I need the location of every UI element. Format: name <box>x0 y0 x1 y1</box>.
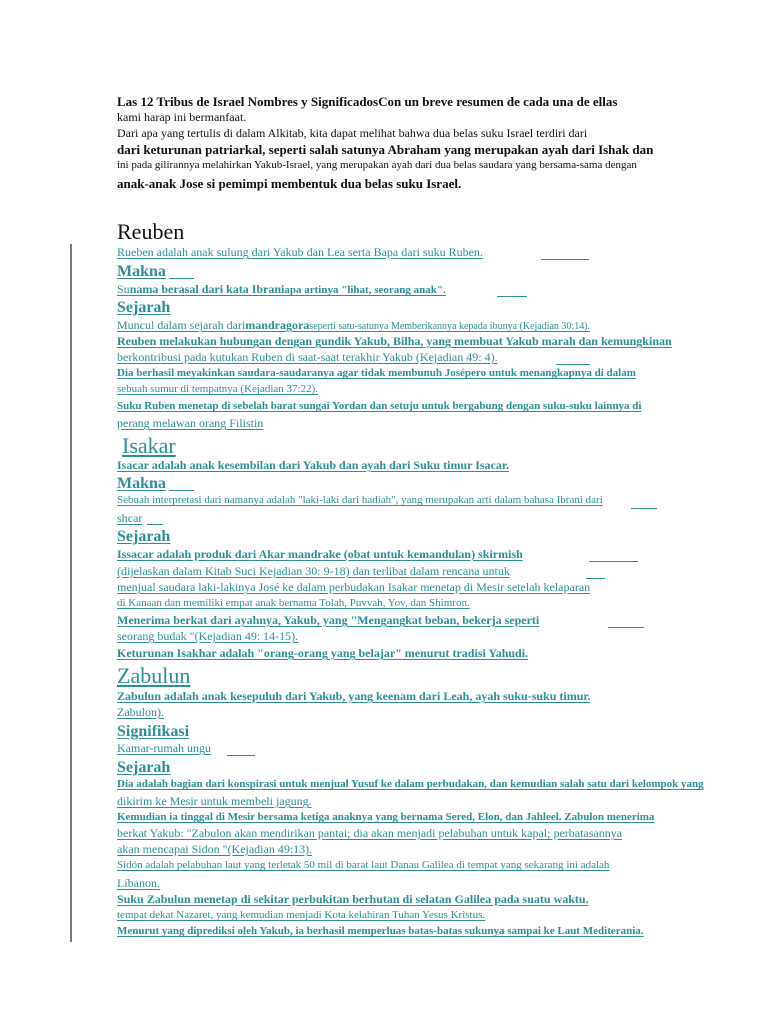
history-line: Dia adalah bagian dari konspirasi untuk menjual Yusuf ke dalam perbudakan, dan kemudian salah satu dari kelompok yang <box>117 778 704 790</box>
intro-line: Dari apa yang tertulis di dalam Alkitab, kita dapat melihat bahwa dua belas suku Israel terdiri dari <box>117 126 588 140</box>
history-line: menjual saudara laki-lakinya José ke dalam perbudakan Isakar menetap di Mesir setelah kelaparan <box>117 580 591 594</box>
underline-rule <box>497 296 527 297</box>
history-line: tempat dekat Nazaret, yang kemudian menjadi Kota kelahiran Tuhan Yesus Kristus. <box>117 909 486 921</box>
intro-line: dari keturunan patriarkal, seperti salah satunya Abraham yang merupakan ayah dari Ishak dan <box>117 142 654 157</box>
history-line: berkat Yakub: "Zabulon akan mendirikan pantai; dia akan menjadi pelabuhan untuk kapal; perbatasannya <box>117 826 623 840</box>
history-line: Menurut yang diprediksi oleh Yakub, ia berhasil memperluas batas-batas sukunya sampai ke Laut Mediterania. <box>117 925 644 937</box>
history-line: akan mencapai Sidon "(Kejadian 49:13). <box>117 842 313 856</box>
history-line: Menerima berkat dari ayahnya, Yakub, yang "Mengangkat beban, bekerja seperti <box>117 613 540 627</box>
history-line: perang melawan orang Filistin <box>117 416 264 430</box>
heading-makna: Makna <box>117 475 166 492</box>
signifikasi-text: Kamar-rumah ungu <box>117 741 212 755</box>
underline-rule <box>589 561 638 562</box>
underline-rule <box>227 755 255 756</box>
underline-rule <box>556 364 590 365</box>
makna-text: Sunama berasal dari kata Ibraniapa artinya "lihat, seorang anak". <box>117 282 446 296</box>
history-line: Kemudian ia tinggal di Mesir bersama ketiga anaknya yang bernama Sered, Elon, dan Jahleel. Zabulon menerima <box>117 811 655 823</box>
underline-rule <box>169 278 194 279</box>
history-line: Suku Zabulun menetap di sekitar perbukitan berhutan di selatan Galilea pada suatu waktu. <box>117 892 589 906</box>
section-title-zabulun: Zabulun <box>117 663 191 688</box>
section-description: Zabulon). <box>117 705 164 719</box>
section-title-isakar: Isakar <box>122 433 176 458</box>
margin-rule <box>70 244 72 942</box>
heading-sejarah: Sejarah <box>117 299 171 316</box>
underline-rule <box>169 490 194 491</box>
section-title-reuben: Reuben <box>117 219 185 244</box>
heading-makna: Makna <box>117 263 166 280</box>
history-line: Suku Ruben menetap di sebelah barat sungai Yordan dan setuju untuk bergabung dengan suku-suku lainnya di <box>117 400 642 412</box>
intro-line: anak-anak Jose si pemimpi membentuk dua belas suku Israel. <box>117 176 462 191</box>
underline-rule <box>147 524 163 525</box>
makna-text: Sebuah interpretasi dari namanya adalah "laki-laki dari hadiah", yang merupakan arti dalam bahasa Ibrani dari <box>117 494 603 506</box>
history-line: (dijelaskan dalam Kitab Suci Kejadian 30: 9-18) dan terlibat dalam rencana untuk <box>117 564 510 578</box>
makna-text: shcar <box>117 511 143 525</box>
underline-rule <box>541 259 589 260</box>
heading-sejarah: Sejarah <box>117 528 171 545</box>
history-line: Líbanon. <box>117 876 160 890</box>
underline-rule <box>631 508 657 509</box>
intro-title: Las 12 Tribus de Israel Nombres y SignificadosCon un breve resumen de cada una de ellas <box>117 94 618 109</box>
history-line: Issacar adalah produk dari Akar mandrake (obat untuk kemandulan) skirmish <box>117 547 523 561</box>
intro-line: ini pada gilirannya melahirkan Yakub-Israel, yang merupakan ayah dari dua belas saudara yang bersama-sama dengan <box>117 159 637 171</box>
underline-rule <box>586 578 605 579</box>
history-line: Keturunan Isakhar adalah "orang-orang yang belajar" menurut tradisi Yahudi. <box>117 646 529 660</box>
history-line: Muncul dalam sejarah darimandragoraseperti satu-satunya Memberikannya kepada ibunya (Kejadian 30:14). <box>117 318 591 332</box>
history-line: di Kanaan dan memiliki empat anak bernama Tolah, Puvvah, Yov, dan Shimron. <box>117 597 470 609</box>
history-line: Dia berhasil meyakinkan saudara-saudaranya agar tidak membunuh Josépero untuk menangkapnya di dalam <box>117 367 636 379</box>
history-line: seorang budak "(Kejadian 49: 14-15). <box>117 629 299 643</box>
section-description: Rueben adalah anak sulung dari Yakub dan Lea serta Bapa dari suku Ruben. <box>117 245 483 259</box>
intro-line: kami harap ini bermanfaat. <box>117 110 247 124</box>
section-description: Isacar adalah anak kesembilan dari Yakub dan ayah dari Suku timur Isacar. <box>117 458 510 472</box>
history-line: dikirim ke Mesir untuk membeli jagung. <box>117 794 312 808</box>
section-description: Zabulun adalah anak kesepuluh dari Yakub, yang keenam dari Leah, ayah suku-suku timur. <box>117 689 591 703</box>
history-line: Sidón adalah pelabuhan laut yang terletak 50 mil di barat laut Danau Galilea di tempat yang sekarang ini adalah <box>117 859 610 871</box>
history-line: Reuben melakukan hubungan dengan gundik Yakub, Bilha, yang membuat Yakub marah dan kemungkinan <box>117 334 672 348</box>
underline-rule <box>608 627 644 628</box>
history-line: sebuah sumur di tempatnya (Kejadian 37:22). <box>117 383 319 395</box>
heading-signifikasi: Signifikasi <box>117 723 190 740</box>
heading-sejarah: Sejarah <box>117 759 171 776</box>
history-line: berkontribusi pada kutukan Ruben di saat-saat terakhir Yakub (Kejadian 49: 4). <box>117 350 498 364</box>
